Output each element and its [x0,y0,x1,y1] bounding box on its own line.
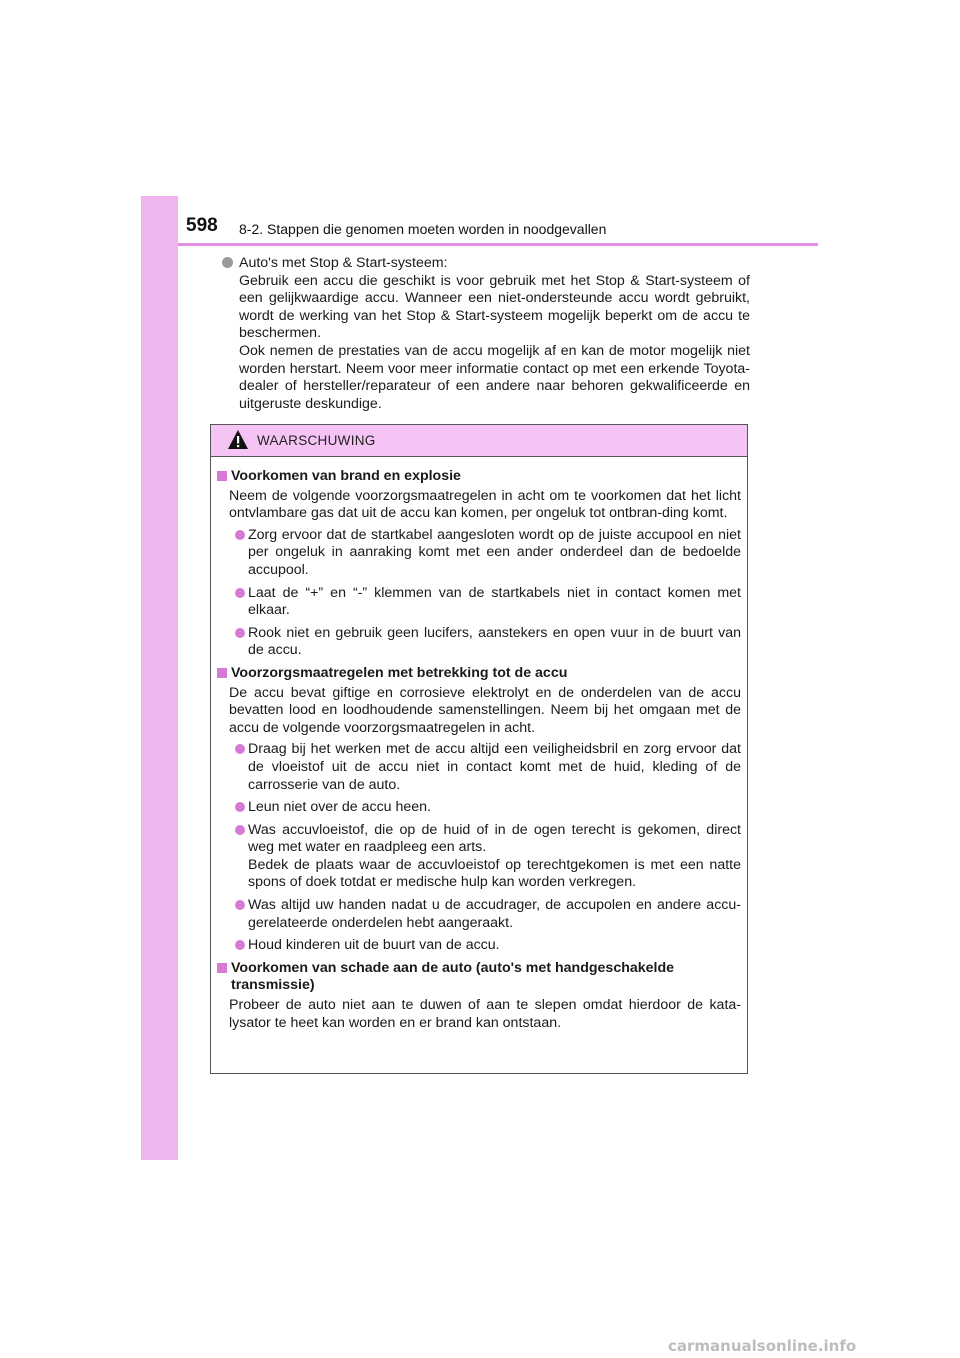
section-fire-explosion [217,468,741,660]
warning-label: WAARSCHUWING [257,433,376,448]
intro-paragraph-2: Ook nemen de prestaties van de accu mogelijk af en kan de motor mogelijk niet worden herstart. Neem voor meer informatie contact op met een erkende Toyota-dealer of hersteller/reparateur of een andere naar behoren gekwalificeerde en uitgeruste deskundige. [239,342,750,412]
section-vehicle-damage [217,960,741,1032]
section-heading: Voorzorgsmaatregelen met betrekking tot de accu [217,665,741,683]
page-number: 598 [186,215,218,236]
list-item: Rook niet en gebruik geen lucifers, aanstekers en open vuur in de buurt van de accu. [235,625,741,660]
section-heading: Voorkomen van brand en explosie [217,468,741,486]
circle-bullet-icon [235,900,245,910]
intro-title: Auto's met Stop & Start-systeem: [239,255,448,271]
header-divider [178,243,818,246]
section-heading: Voorkomen van schade aan de auto (auto's met handgeschakelde transmissie) [217,960,741,995]
square-bullet-icon [217,963,227,973]
warning-triangle-icon [227,429,249,450]
section-title: 8-2. Stappen die genomen moeten worden in noodgevallen [239,221,607,237]
circle-bullet-icon [235,802,245,812]
list-item: Zorg ervoor dat de startkabel aangesloten wordt op de juiste accupool en niet per ongeluk in aanraking komt met een ander onderdeel dan de bedoelde accupool. [235,527,741,580]
section-battery-precautions [217,665,741,955]
square-bullet-icon [217,668,227,678]
list-item: Was altijd uw handen nadat u de accudrager, de accupolen en andere accu-gerelateerde onderdelen hebt aangeraakt. [235,897,741,932]
list-item: Houd kinderen uit de buurt van de accu. [235,937,741,955]
circle-bullet-icon [235,530,245,540]
list-item: Draag bij het werken met de accu altijd een veiligheidsbril en zorg ervoor dat de vloeistof uit de accu niet in contact komt met de huid, kleding of de carrosserie van de auto. [235,741,741,794]
chapter-side-tab [141,196,178,1160]
circle-bullet-icon [235,588,245,598]
warning-body [211,457,747,1032]
circle-bullet-icon [235,628,245,638]
section-text: Probeer de auto niet aan te duwen of aan te slepen omdat hierdoor de kata-lysator te heet kan worden en er brand kan ontstaan. [229,997,741,1031]
site-watermark: carmanualsonline.info [668,1337,857,1355]
section-text: Neem de volgende voorzorgsmaatregelen in acht om te voorkomen dat het licht ontvlambare gas dat uit de accu kan komen, per ongeluk tot ontbran-ding komt. [229,487,741,522]
list-item: Was accuvloeistof, die op de huid of in de ogen terecht is gekomen, direct weg met water en raadpleeg een arts. Bedek de plaats waar de accuvloeistof op terechtgekomen is met een natte spons of doek totdat er medische hulp kan worden verkregen. [235,822,741,892]
intro-paragraph-1: Gebruik een accu die geschikt is voor gebruik met het Stop & Start-systeem of een gelijkwaardige accu. Wanneer een niet-ondersteunde accu wordt gebruikt, wordt de werking van het Stop & Start-systeem mogelijk beperkt om de accu te beschermen. [239,272,750,342]
circle-bullet-icon [235,825,245,835]
section-text: De accu bevat giftige en corrosieve elektrolyt en de onderdelen van de accu bevatten lood en loodhoudende samenstellingen. Neem bij het omgaan met de accu de volgende voorzorgsmaatregelen in acht. [229,684,741,736]
intro-content [239,255,750,413]
circle-bullet-icon [235,940,245,950]
circle-bullet-icon [235,744,245,754]
list-item: Laat de “+” en “-” klemmen van de startkabels niet in contact komen met elkaar. [235,585,741,620]
warning-box [210,424,748,1074]
gray-circle-bullet-icon [222,257,233,268]
warning-header [211,425,747,457]
square-bullet-icon [217,471,227,481]
list-item: Leun niet over de accu heen. [235,799,741,817]
intro-block [222,255,750,413]
